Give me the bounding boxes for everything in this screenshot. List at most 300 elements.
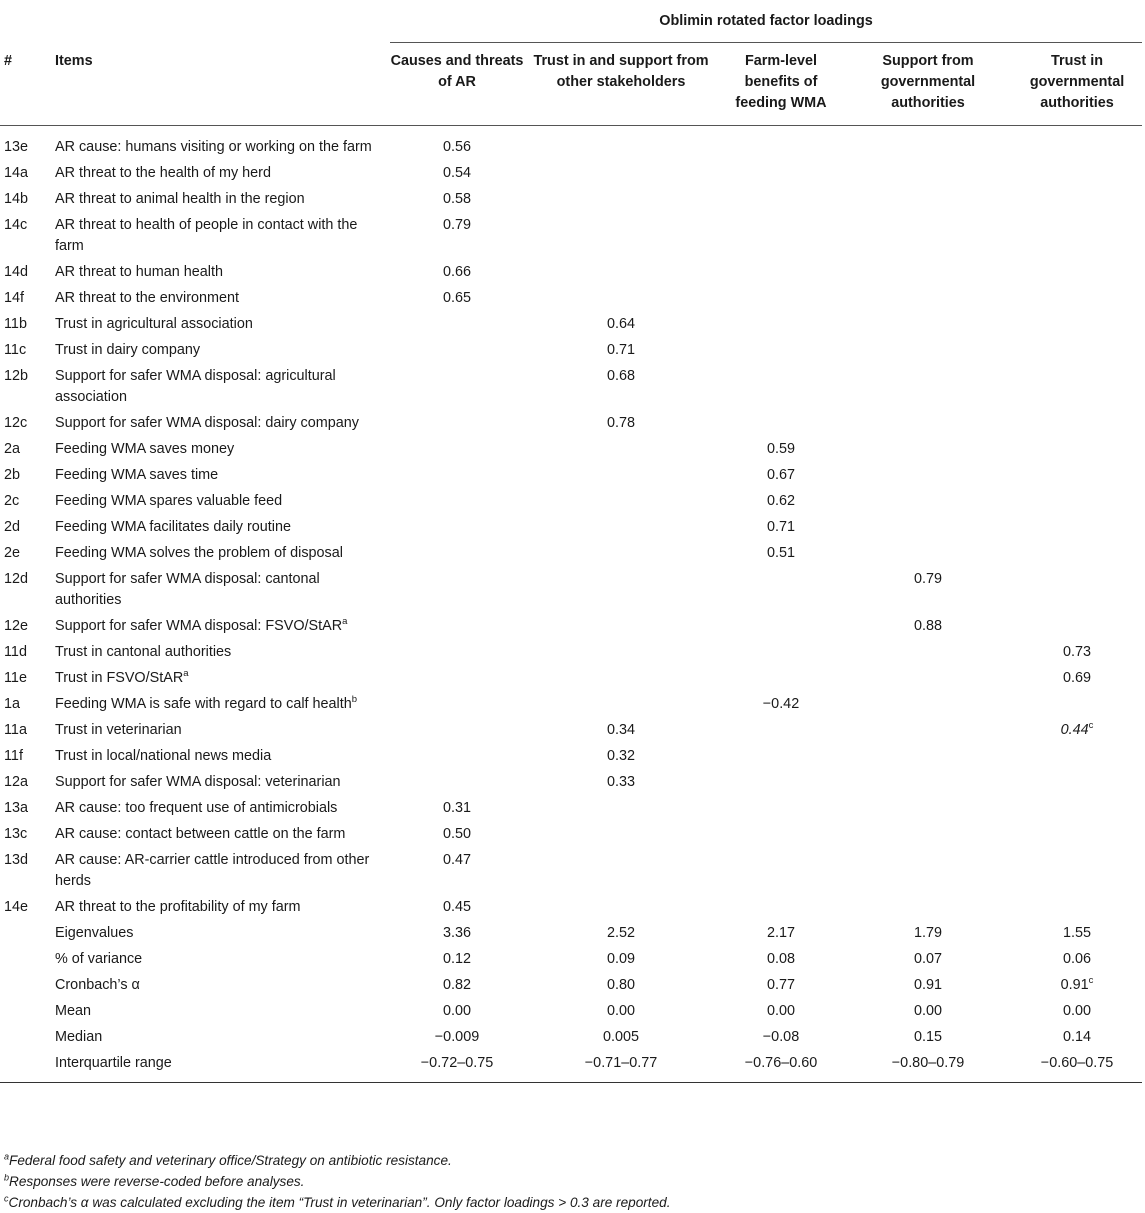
loading-cell-factor-4 xyxy=(844,692,1012,718)
loading-cell-factor-1 xyxy=(390,666,524,692)
loading-cell-factor-2 xyxy=(524,718,718,744)
row-item-text: Trust in dairy company xyxy=(55,342,201,358)
loading-cell-factor-4 xyxy=(844,973,1012,999)
loading-value: −0.009 xyxy=(434,1029,480,1045)
loading-cell-factor-5 xyxy=(1012,770,1142,796)
loading-cell-factor-3 xyxy=(718,1025,844,1051)
loading-cell-factor-5 xyxy=(1012,692,1142,718)
loading-cell-factor-1 xyxy=(390,338,524,364)
loading-cell-factor-2 xyxy=(524,895,718,921)
table-row xyxy=(0,614,1142,640)
loading-cell-factor-2 xyxy=(524,187,718,213)
loading-cell-factor-5 xyxy=(1012,744,1142,770)
row-item xyxy=(55,338,390,364)
loading-cell-factor-3 xyxy=(718,614,844,640)
loading-cell-factor-2 xyxy=(524,161,718,187)
loading-cell-factor-3 xyxy=(718,848,844,895)
table-row xyxy=(0,848,1142,895)
row-item xyxy=(55,411,390,437)
loading-cell-factor-2 xyxy=(524,796,718,822)
row-number: 11f xyxy=(4,748,23,764)
loading-value: 0.80 xyxy=(606,977,635,993)
loading-cell-factor-2 xyxy=(524,515,718,541)
row-item-text: Trust in agricultural association xyxy=(55,316,253,332)
table-row xyxy=(0,770,1142,796)
loading-cell-factor-1 xyxy=(390,126,524,161)
loading-cell-factor-2 xyxy=(524,260,718,286)
row-item-text: AR cause: too frequent use of antimicrobials xyxy=(55,800,338,816)
loading-cell-factor-5 xyxy=(1012,213,1142,260)
row-item-text: AR threat to the profitability of my farm xyxy=(55,899,301,915)
loading-cell-factor-3 xyxy=(718,822,844,848)
loading-value: −0.80–0.79 xyxy=(891,1055,965,1071)
row-item-text: Cronbach’s α xyxy=(55,977,140,993)
table-row xyxy=(0,973,1142,999)
loading-value: 0.58 xyxy=(442,191,471,207)
loading-value: 0.69 xyxy=(1063,670,1092,686)
row-item xyxy=(55,822,390,848)
loading-value: −0.08 xyxy=(762,1029,800,1045)
loading-cell-factor-5 xyxy=(1012,796,1142,822)
loading-value: 3.36 xyxy=(442,925,471,941)
table-row xyxy=(0,213,1142,260)
loading-cell-factor-5 xyxy=(1012,973,1142,999)
row-item-text: AR threat to health of people in contact with the farm xyxy=(55,217,358,254)
table-row xyxy=(0,744,1142,770)
row-item xyxy=(55,213,390,260)
loading-cell-factor-1 xyxy=(390,489,524,515)
loading-value: 0.82 xyxy=(442,977,471,993)
loading-cell-factor-2 xyxy=(524,848,718,895)
loading-value: 0.09 xyxy=(606,951,635,967)
group-header-row xyxy=(0,0,1142,43)
row-item xyxy=(55,947,390,973)
row-item-text: Eigenvalues xyxy=(55,925,134,941)
value-footnote-mark: c xyxy=(1088,975,1094,987)
loading-value: 0.00 xyxy=(913,1003,942,1019)
row-item xyxy=(55,744,390,770)
row-number xyxy=(0,947,55,973)
loading-cell-factor-2 xyxy=(524,541,718,567)
loading-value: 0.78 xyxy=(606,415,635,431)
row-item-text: Feeding WMA facilitates daily routine xyxy=(55,519,291,535)
group-header: Oblimin rotated factor loadings xyxy=(390,0,1142,43)
row-number: 11d xyxy=(4,644,27,660)
loading-cell-factor-3 xyxy=(718,515,844,541)
table-row xyxy=(0,718,1142,744)
row-item-text: AR cause: humans visiting or working on the farm xyxy=(55,139,372,155)
loading-cell-factor-4 xyxy=(844,921,1012,947)
loading-value: 0.59 xyxy=(766,441,795,457)
loading-cell-factor-3 xyxy=(718,187,844,213)
loading-cell-factor-5 xyxy=(1012,463,1142,489)
table-row xyxy=(0,515,1142,541)
loading-value: 0.47 xyxy=(442,852,471,868)
header-items: Items xyxy=(55,52,93,69)
loading-cell-factor-2 xyxy=(524,973,718,999)
row-item-text: Trust in veterinarian xyxy=(55,722,182,738)
loading-cell-factor-5 xyxy=(1012,286,1142,312)
loading-value: 0.50 xyxy=(442,826,471,842)
loading-cell-factor-3 xyxy=(718,718,844,744)
loading-value: 0.00 xyxy=(606,1003,635,1019)
loading-cell-factor-4 xyxy=(844,161,1012,187)
loading-cell-factor-5 xyxy=(1012,895,1142,921)
loading-value: −0.42 xyxy=(762,696,800,712)
row-number: 14d xyxy=(4,264,29,280)
loading-cell-factor-3 xyxy=(718,640,844,666)
loading-cell-factor-3 xyxy=(718,364,844,411)
loading-cell-factor-1 xyxy=(390,999,524,1025)
row-item-footnote-mark: b xyxy=(351,694,358,706)
table-row xyxy=(0,640,1142,666)
table-row xyxy=(0,312,1142,338)
loading-value: 0.005 xyxy=(602,1029,639,1045)
loading-cell-factor-2 xyxy=(524,463,718,489)
row-item xyxy=(55,614,390,640)
loading-cell-factor-2 xyxy=(524,1025,718,1051)
row-number: 11c xyxy=(4,342,27,358)
loading-cell-factor-4 xyxy=(844,411,1012,437)
row-number: 14b xyxy=(4,191,29,207)
row-item-text: Feeding WMA saves money xyxy=(55,441,235,457)
table-row xyxy=(0,437,1142,463)
loading-cell-factor-2 xyxy=(524,614,718,640)
loading-value: 0.07 xyxy=(913,951,942,967)
loading-value: 0.73 xyxy=(1063,644,1092,660)
loading-value: 0.54 xyxy=(442,165,471,181)
loading-cell-factor-3 xyxy=(718,126,844,161)
row-item xyxy=(55,1025,390,1051)
loading-cell-factor-5 xyxy=(1012,921,1142,947)
loading-value: 0.51 xyxy=(766,545,795,561)
loading-cell-factor-5 xyxy=(1012,718,1142,744)
row-item xyxy=(55,895,390,921)
row-item-text: Feeding WMA is safe with regard to calf health xyxy=(55,696,352,712)
loading-cell-factor-3 xyxy=(718,895,844,921)
loading-cell-factor-5 xyxy=(1012,489,1142,515)
loading-value: 2.52 xyxy=(606,925,635,941)
loading-cell-factor-4 xyxy=(844,489,1012,515)
loading-cell-factor-4 xyxy=(844,463,1012,489)
table-row xyxy=(0,822,1142,848)
table-row xyxy=(0,1051,1142,1083)
loading-cell-factor-3 xyxy=(718,796,844,822)
loading-cell-factor-5 xyxy=(1012,187,1142,213)
row-number: 11a xyxy=(4,722,27,738)
loading-cell-factor-1 xyxy=(390,213,524,260)
loading-cell-factor-4 xyxy=(844,718,1012,744)
row-number: 11e xyxy=(4,670,27,686)
row-number: 1a xyxy=(4,696,21,712)
header-factor-4: Support from governmental authorities xyxy=(880,53,976,111)
loading-cell-factor-1 xyxy=(390,1051,524,1083)
row-item xyxy=(55,999,390,1025)
row-item xyxy=(55,770,390,796)
table-row xyxy=(0,1025,1142,1051)
footnote-b: $^b$Responses were reverse-coded before analyses. xyxy=(4,1172,305,1189)
row-number: 12e xyxy=(4,618,29,634)
loading-cell-factor-3 xyxy=(718,1051,844,1083)
loading-cell-factor-4 xyxy=(844,1051,1012,1083)
table-row xyxy=(0,895,1142,921)
loading-cell-factor-2 xyxy=(524,744,718,770)
table-row xyxy=(0,463,1142,489)
loading-cell-factor-1 xyxy=(390,364,524,411)
loading-value: 0.67 xyxy=(766,467,795,483)
loading-cell-factor-4 xyxy=(844,567,1012,614)
loading-cell-factor-1 xyxy=(390,1025,524,1051)
row-item-text: Median xyxy=(55,1029,103,1045)
loading-cell-factor-4 xyxy=(844,364,1012,411)
row-number: 2e xyxy=(4,545,21,561)
loading-value: 0.68 xyxy=(606,368,635,384)
loading-cell-factor-5 xyxy=(1012,848,1142,895)
table-row xyxy=(0,666,1142,692)
table-row xyxy=(0,489,1142,515)
loading-value: 0.71 xyxy=(766,519,795,535)
row-item-text: Trust in FSVO/StAR xyxy=(55,670,184,686)
row-item xyxy=(55,796,390,822)
row-item-text: Trust in cantonal authorities xyxy=(55,644,232,660)
footnotes xyxy=(4,1150,670,1213)
table-row xyxy=(0,796,1142,822)
loading-cell-factor-2 xyxy=(524,822,718,848)
loading-cell-factor-4 xyxy=(844,1025,1012,1051)
row-number xyxy=(0,973,55,999)
row-item xyxy=(55,437,390,463)
loading-cell-factor-3 xyxy=(718,489,844,515)
row-item-text: Feeding WMA solves the problem of disposal xyxy=(55,545,343,561)
loading-value: −0.71–0.77 xyxy=(584,1055,658,1071)
row-item-text: Interquartile range xyxy=(55,1055,172,1071)
footnote-a: $^a$Federal food safety and veterinary office/Strategy on antibiotic resistance. xyxy=(4,1151,452,1168)
table-row xyxy=(0,947,1142,973)
row-item xyxy=(55,1051,390,1083)
table-row xyxy=(0,999,1142,1025)
loading-cell-factor-1 xyxy=(390,822,524,848)
loading-cell-factor-4 xyxy=(844,796,1012,822)
loading-value: 0.32 xyxy=(606,748,635,764)
footnote-c: $^c$Cronbach’s α was calculated excluding the item “Trust in veterinarian”. Only factor loadings > 0.3 are reported. xyxy=(4,1193,671,1210)
row-number: 2d xyxy=(4,519,21,535)
loading-value: 0.00 xyxy=(442,1003,471,1019)
row-item xyxy=(55,312,390,338)
loading-cell-factor-3 xyxy=(718,567,844,614)
loading-cell-factor-2 xyxy=(524,411,718,437)
row-item xyxy=(55,640,390,666)
loading-value: 0.64 xyxy=(606,316,635,332)
loading-cell-factor-3 xyxy=(718,692,844,718)
loading-value: 0.00 xyxy=(766,1003,795,1019)
loading-cell-factor-4 xyxy=(844,822,1012,848)
loading-value: 0.62 xyxy=(766,493,795,509)
loading-value: 0.15 xyxy=(913,1029,942,1045)
row-number: 14c xyxy=(4,217,28,233)
row-item xyxy=(55,161,390,187)
loading-value: 0.00 xyxy=(1063,1003,1092,1019)
loading-value: −0.60–0.75 xyxy=(1040,1055,1114,1071)
header-num: # xyxy=(4,52,13,69)
loading-cell-factor-1 xyxy=(390,848,524,895)
loading-cell-factor-4 xyxy=(844,437,1012,463)
loading-cell-factor-4 xyxy=(844,999,1012,1025)
loading-value: 0.31 xyxy=(442,800,471,816)
loading-cell-factor-5 xyxy=(1012,1051,1142,1083)
loading-cell-factor-1 xyxy=(390,640,524,666)
table-row xyxy=(0,126,1142,161)
loading-cell-factor-2 xyxy=(524,567,718,614)
table-body xyxy=(0,126,1142,1083)
row-number: 2a xyxy=(4,441,21,457)
table-row xyxy=(0,286,1142,312)
table-row xyxy=(0,260,1142,286)
row-number: 12c xyxy=(4,415,28,431)
loading-value: 0.91 xyxy=(1060,977,1089,993)
loading-value: 0.45 xyxy=(442,899,471,915)
loading-cell-factor-3 xyxy=(718,338,844,364)
loading-cell-factor-2 xyxy=(524,489,718,515)
loading-cell-factor-2 xyxy=(524,286,718,312)
loading-cell-factor-4 xyxy=(844,260,1012,286)
row-number: 13d xyxy=(4,852,29,868)
loading-cell-factor-5 xyxy=(1012,312,1142,338)
loading-cell-factor-3 xyxy=(718,411,844,437)
row-item xyxy=(55,718,390,744)
loading-cell-factor-1 xyxy=(390,895,524,921)
loading-cell-factor-2 xyxy=(524,999,718,1025)
loading-cell-factor-3 xyxy=(718,161,844,187)
loading-cell-factor-5 xyxy=(1012,541,1142,567)
loading-cell-factor-2 xyxy=(524,640,718,666)
loading-cell-factor-4 xyxy=(844,640,1012,666)
loading-cell-factor-3 xyxy=(718,260,844,286)
table-row xyxy=(0,338,1142,364)
loading-cell-factor-2 xyxy=(524,1051,718,1083)
loading-cell-factor-5 xyxy=(1012,999,1142,1025)
loading-value: 0.14 xyxy=(1063,1029,1092,1045)
loading-cell-factor-3 xyxy=(718,437,844,463)
loading-cell-factor-5 xyxy=(1012,1025,1142,1051)
row-number: 11b xyxy=(4,316,27,332)
row-item xyxy=(55,921,390,947)
header-factor-3: Farm-level benefits of feeding WMA xyxy=(735,53,827,111)
loading-cell-factor-2 xyxy=(524,338,718,364)
loading-value: 0.79 xyxy=(913,571,942,587)
loading-value: 0.65 xyxy=(442,290,471,306)
row-item-text: AR cause: AR-carrier cattle introduced from other herds xyxy=(55,852,370,889)
loading-cell-factor-3 xyxy=(718,463,844,489)
loading-cell-factor-1 xyxy=(390,567,524,614)
row-item xyxy=(55,463,390,489)
loading-cell-factor-1 xyxy=(390,692,524,718)
row-number: 12d xyxy=(4,571,29,587)
loading-cell-factor-4 xyxy=(844,213,1012,260)
table-row xyxy=(0,187,1142,213)
loading-cell-factor-1 xyxy=(390,437,524,463)
loading-cell-factor-5 xyxy=(1012,640,1142,666)
row-item-text: Support for safer WMA disposal: cantonal authorities xyxy=(55,571,320,608)
header-factor-1: Causes and threats of AR xyxy=(390,53,524,90)
table-row xyxy=(0,411,1142,437)
loading-cell-factor-2 xyxy=(524,213,718,260)
row-item-footnote-mark: a xyxy=(342,616,348,628)
loading-cell-factor-1 xyxy=(390,312,524,338)
column-header-row xyxy=(0,43,1142,126)
loading-cell-factor-1 xyxy=(390,921,524,947)
header-factor-5: Trust in governmental authorities xyxy=(1029,53,1125,111)
loading-value: 0.12 xyxy=(442,951,471,967)
loading-cell-factor-3 xyxy=(718,770,844,796)
loading-cell-factor-4 xyxy=(844,744,1012,770)
table-row xyxy=(0,161,1142,187)
loading-cell-factor-2 xyxy=(524,947,718,973)
loading-cell-factor-5 xyxy=(1012,338,1142,364)
loading-cell-factor-2 xyxy=(524,126,718,161)
row-item xyxy=(55,567,390,614)
table-row xyxy=(0,541,1142,567)
loading-cell-factor-5 xyxy=(1012,260,1142,286)
loading-value: 0.06 xyxy=(1063,951,1092,967)
loading-cell-factor-3 xyxy=(718,947,844,973)
row-number xyxy=(0,999,55,1025)
row-item xyxy=(55,848,390,895)
row-number: 2b xyxy=(4,467,21,483)
loading-cell-factor-4 xyxy=(844,312,1012,338)
loading-value: −0.72–0.75 xyxy=(420,1055,494,1071)
row-number xyxy=(0,1051,55,1083)
row-item xyxy=(55,286,390,312)
row-item-text: Mean xyxy=(55,1003,91,1019)
row-item xyxy=(55,260,390,286)
loading-cell-factor-1 xyxy=(390,515,524,541)
loading-cell-factor-3 xyxy=(718,286,844,312)
loading-cell-factor-1 xyxy=(390,187,524,213)
loading-cell-factor-4 xyxy=(844,126,1012,161)
row-number: 14f xyxy=(4,290,25,306)
table-row xyxy=(0,567,1142,614)
table-row xyxy=(0,692,1142,718)
row-item-text: AR cause: contact between cattle on the farm xyxy=(55,826,346,842)
loading-cell-factor-3 xyxy=(718,973,844,999)
row-item xyxy=(55,692,390,718)
row-item xyxy=(55,973,390,999)
loading-value: 1.55 xyxy=(1063,925,1092,941)
row-number: 13a xyxy=(4,800,29,816)
row-item xyxy=(55,541,390,567)
row-number: 13e xyxy=(4,139,29,155)
row-number xyxy=(0,1025,55,1051)
row-item-footnote-mark: a xyxy=(183,668,189,680)
loading-cell-factor-5 xyxy=(1012,515,1142,541)
loading-cell-factor-1 xyxy=(390,614,524,640)
loading-cell-factor-3 xyxy=(718,312,844,338)
loading-cell-factor-4 xyxy=(844,286,1012,312)
row-item-text: Trust in local/national news media xyxy=(55,748,272,764)
loading-cell-factor-1 xyxy=(390,744,524,770)
loading-cell-factor-4 xyxy=(844,895,1012,921)
loading-cell-factor-4 xyxy=(844,614,1012,640)
row-item xyxy=(55,666,390,692)
row-item-text: % of variance xyxy=(55,951,143,967)
loading-value: 0.66 xyxy=(442,264,471,280)
row-item-text: Support for safer WMA disposal: veterinarian xyxy=(55,774,341,790)
row-number: 14e xyxy=(4,899,29,915)
loading-cell-factor-5 xyxy=(1012,666,1142,692)
loading-cell-factor-1 xyxy=(390,541,524,567)
row-item-text: Feeding WMA saves time xyxy=(55,467,219,483)
row-item xyxy=(55,515,390,541)
